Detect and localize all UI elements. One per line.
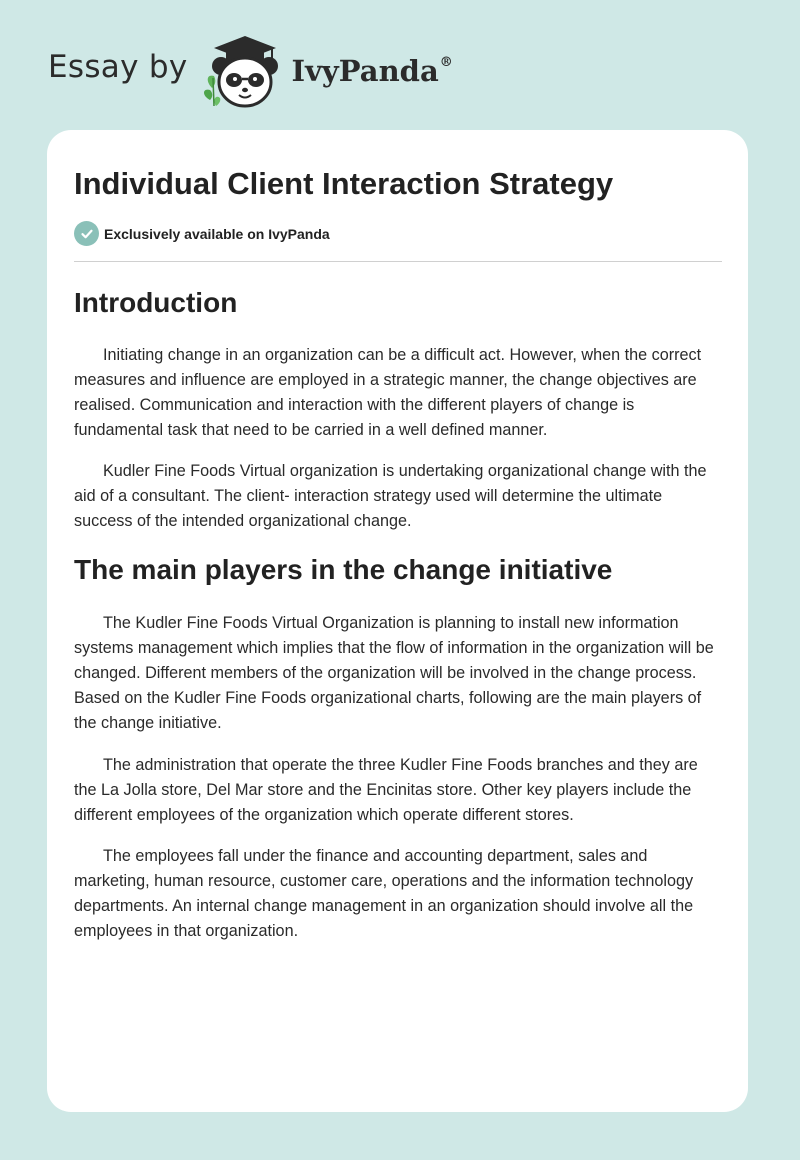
section-heading-introduction: Introduction — [74, 287, 238, 318]
check-icon — [74, 221, 99, 246]
essay-by-label: Essay by — [48, 49, 188, 85]
essay-card — [47, 130, 748, 1112]
exclusive-badge — [74, 221, 330, 246]
section-heading-main-players: The main players in the change initiative — [74, 554, 613, 585]
site-header — [48, 30, 453, 110]
essay-title: Individual Client Interaction Strategy — [74, 166, 614, 201]
registered-mark: ® — [439, 55, 453, 71]
exclusive-label: Exclusively available on IvyPanda — [104, 225, 330, 242]
paragraph: Kudler Fine Foods Virtual organization is undertaking organizational change with the aid of a consultant. The client- interaction strategy used will determine the ultimate success of the intended organizational change. — [74, 462, 707, 530]
paragraph: The administration that operate the three Kudler Fine Foods branches and they are the La Jolla store, Del Mar store and the Encinitas store. Other key players include the different employees of the organization which operate different stores. — [74, 756, 698, 824]
paragraph: Initiating change in an organization can be a difficult act. However, when the correct measures and influence are employed in a strategic manner, the change objectives are realised. Communication and interaction with the different players of change is fundamental task that need to be carried in a well defined manner. — [74, 346, 702, 439]
panda-logo-icon[interactable] — [202, 30, 288, 110]
paragraph: The employees fall under the finance and accounting department, sales and marketing, human resource, customer care, operations and the information technology departments. An internal change management in an organization should involve all the employees in that organization. — [74, 847, 694, 940]
title-divider — [74, 261, 722, 262]
paragraph: The Kudler Fine Foods Virtual Organization is planning to install new information systems management which implies that the flow of information in the organization will be changed. Different members of the organization will be involved in the change process. Based on the Kudler Fine Foods organizational charts, following are the main players of the change initiative. — [74, 614, 714, 732]
brand-name[interactable] — [292, 54, 453, 88]
brand-label: IvyPanda — [291, 54, 439, 88]
